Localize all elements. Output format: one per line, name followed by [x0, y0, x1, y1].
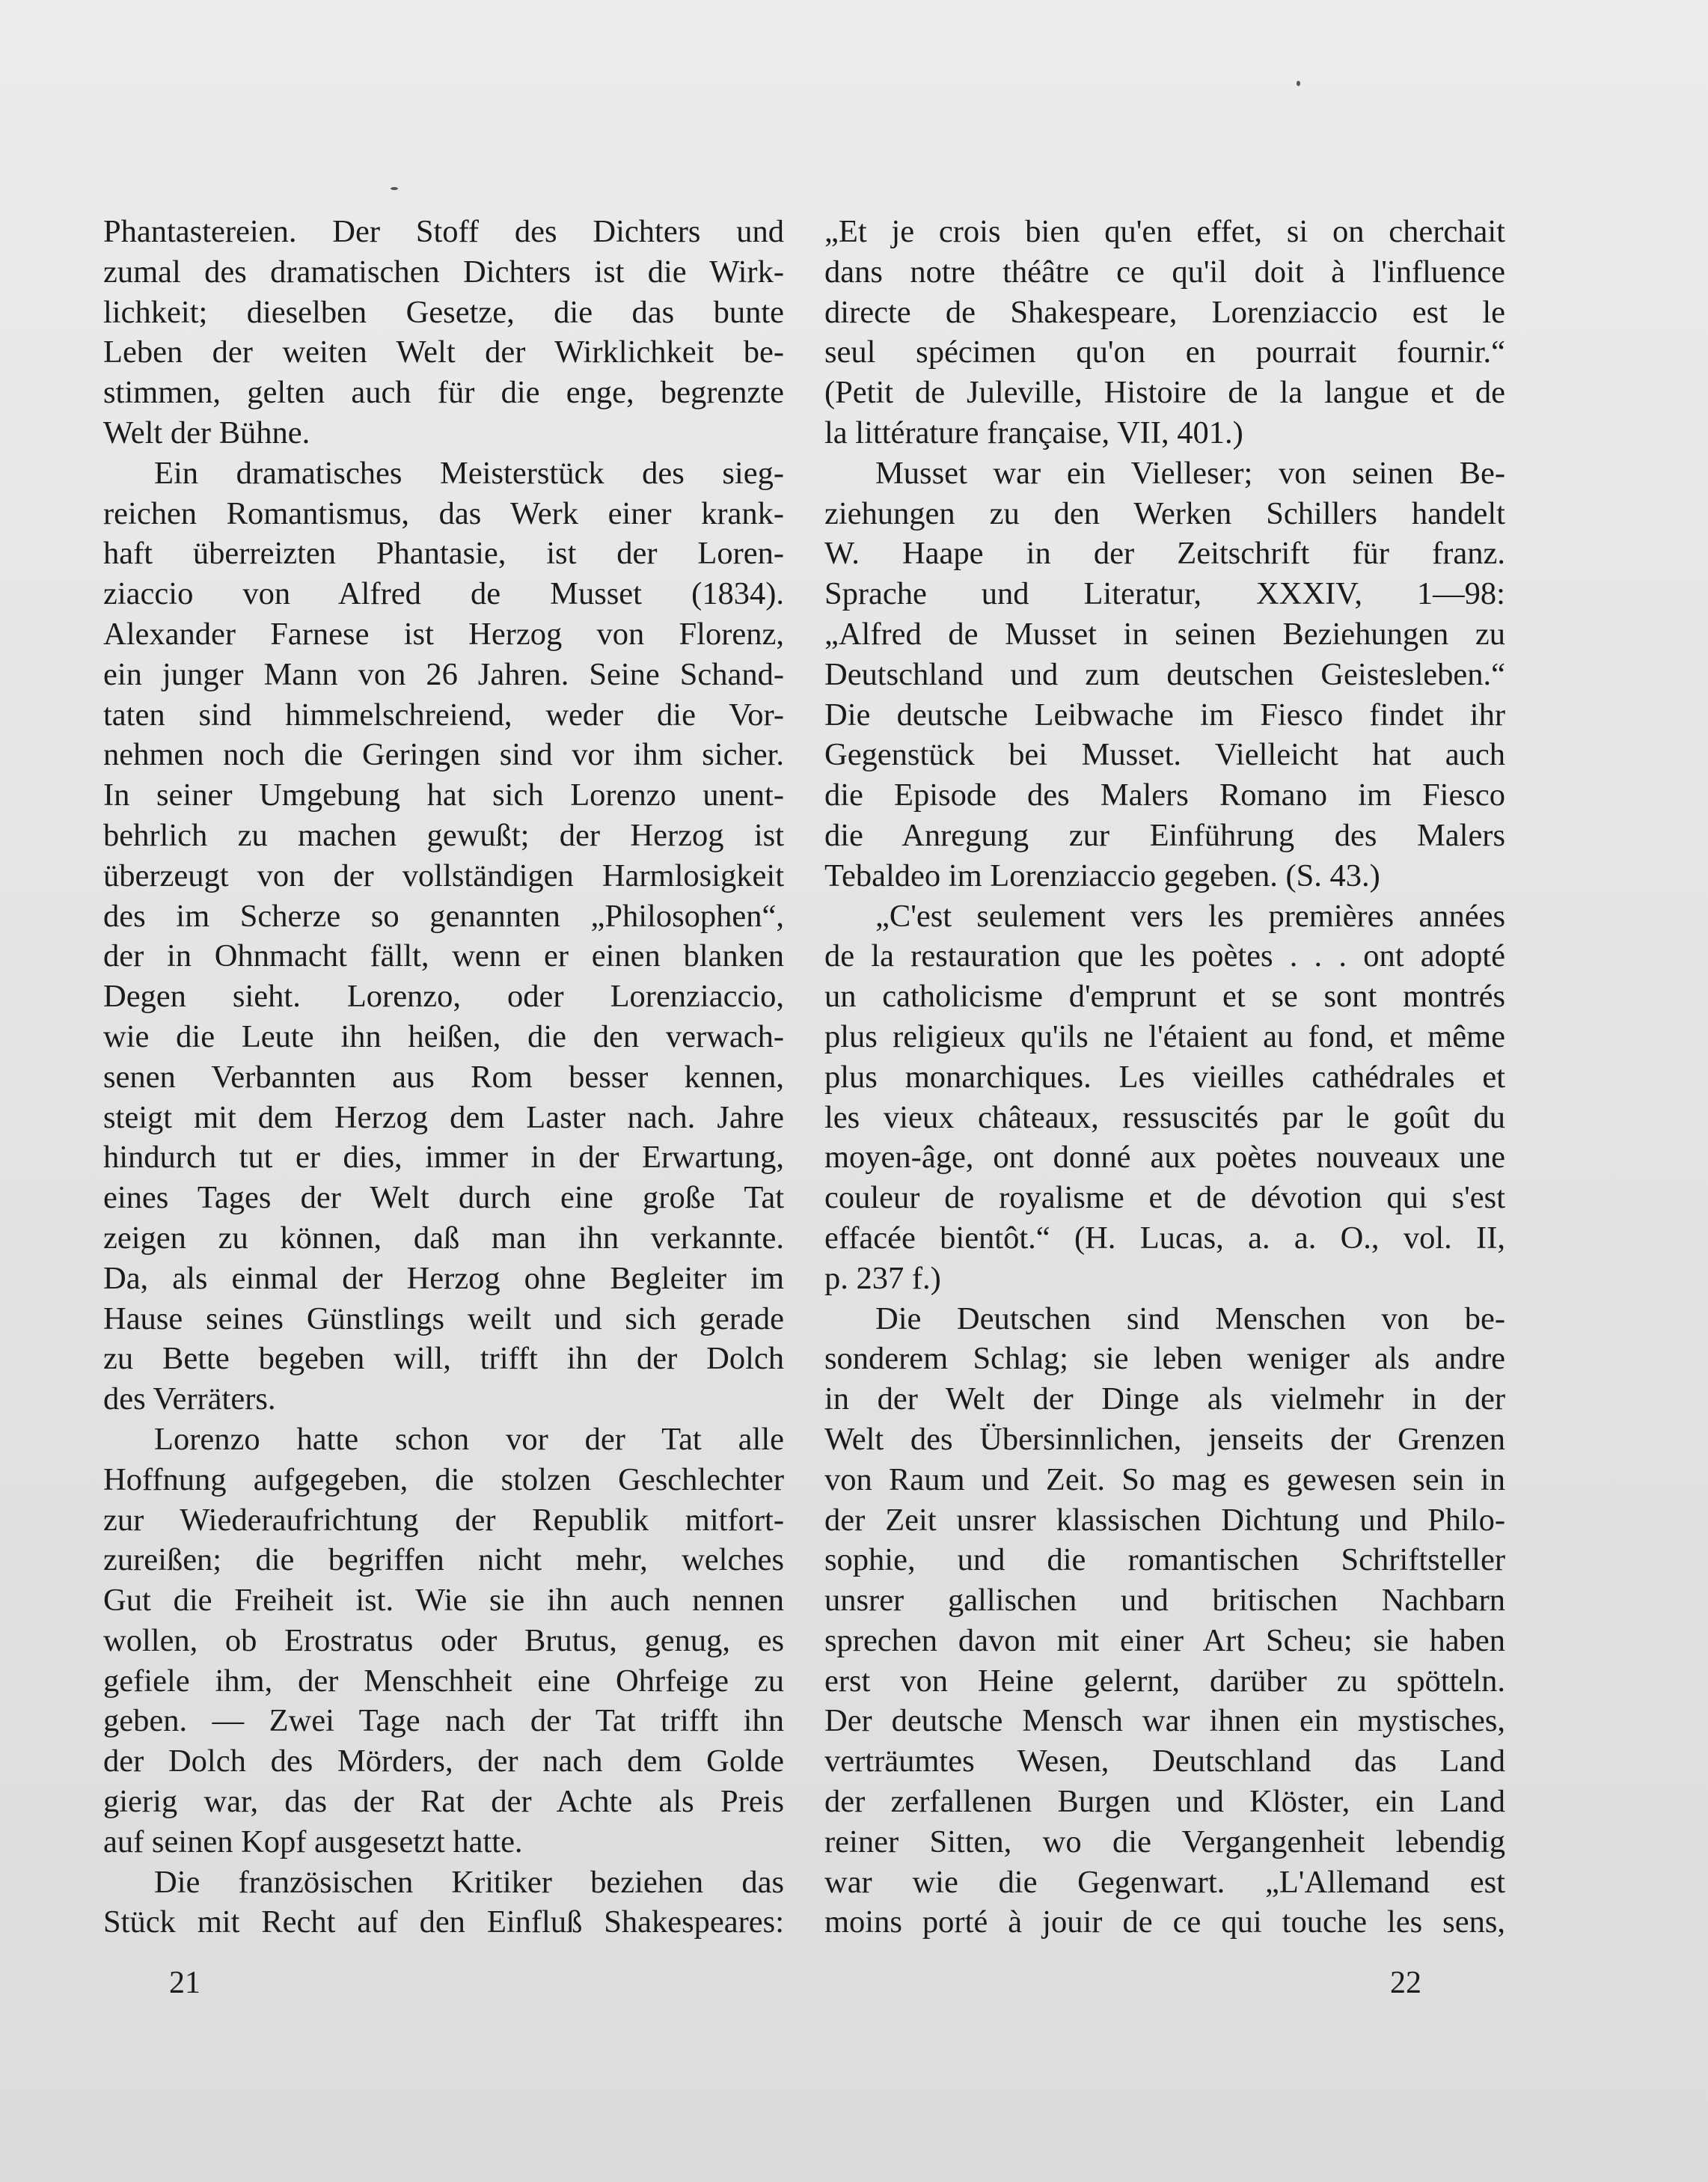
text-line: überzeugt von der vollständigen Harmlosigkeit — [103, 858, 784, 893]
text-line: Musset war ein Vielleser; von seinen Be- — [875, 455, 1505, 491]
text-line: de la restauration que les poètes . . . ont adopté — [824, 938, 1505, 974]
text-line: Degen sieht. Lorenzo, oder Lorenziaccio, — [103, 979, 784, 1015]
text-line: Welt des Übersinnlichen, jenseits der Grenzen — [824, 1421, 1505, 1457]
text-line: sprechen davon mit einer Art Scheu; sie haben — [824, 1622, 1505, 1658]
text-line: behrlich zu machen gewußt; der Herzog ist — [103, 817, 784, 853]
text-line: des im Scherze so genannten „Philosophen“, — [103, 898, 784, 934]
text-line: ein junger Mann von 26 Jahren. Seine Schand- — [103, 656, 784, 692]
text-line: couleur de royalisme et de dévotion qui s'est — [824, 1180, 1505, 1216]
text-line: Lorenzo hatte schon vor der Tat alle — [154, 1421, 784, 1457]
text-line: auf seinen Kopf ausgesetzt hatte. — [103, 1824, 523, 1859]
text-line: lichkeit; dieselben Gesetze, die das bunte — [103, 294, 784, 330]
text-line: „Alfred de Musset in seinen Beziehungen zu — [824, 616, 1505, 652]
text-line: Hoffnung aufgegeben, die stolzen Geschlechter — [103, 1461, 784, 1497]
right-page-number: 22 — [1390, 1966, 1421, 2000]
text-line: gierig war, das der Rat der Achte als Preis — [103, 1784, 784, 1820]
text-line: von Raum und Zeit. So mag es gewesen sein in — [824, 1461, 1505, 1497]
text-line: Welt der Bühne. — [103, 415, 310, 450]
text-line: zeigen zu können, daß man ihn verkannte. — [103, 1220, 784, 1256]
text-line: die Episode des Malers Romano im Fiesco — [824, 777, 1505, 813]
text-line: Die französischen Kritiker beziehen das — [154, 1864, 784, 1900]
text-line: moins porté à jouir de ce qui touche les sens, — [824, 1904, 1505, 1940]
text-line: effacée bientôt.“ (H. Lucas, a. a. O., vol. II, — [824, 1220, 1505, 1256]
text-line: Hause seines Günstlings weilt und sich gerade — [103, 1301, 784, 1336]
text-line: zur Wiederaufrichtung der Republik mitfort- — [103, 1502, 784, 1538]
text-line: moyen-âge, ont donné aux poètes nouveaux une — [824, 1140, 1505, 1176]
text-line: stimmen, gelten auch für die enge, begrenzte — [103, 375, 784, 411]
text-line: sonderem Schlag; sie leben weniger als andre — [824, 1341, 1505, 1377]
text-line: Phantastereien. Der Stoff des Dichters und — [103, 214, 784, 249]
text-line: zureißen; die begriffen nicht mehr, welches — [103, 1542, 784, 1578]
text-line: (Petit de Juleville, Histoire de la langue et de — [824, 375, 1505, 411]
text-line: der zerfallenen Burgen und Klöster, ein Land — [824, 1784, 1505, 1820]
text-line: Deutschland und zum deutschen Geistesleben.“ — [824, 656, 1505, 692]
text-line: reichen Romantismus, das Werk einer krank- — [103, 495, 784, 531]
text-line: taten sind himmelschreiend, weder die Vor- — [103, 697, 784, 733]
text-line: ziaccio von Alfred de Musset (1834). — [103, 576, 784, 612]
text-line: erst von Heine gelernt, darüber zu spötteln. — [824, 1663, 1505, 1699]
text-line: der in Ohnmacht fällt, wenn er einen blanken — [103, 938, 784, 974]
paper-speck — [391, 187, 398, 190]
text-line: geben. — Zwei Tage nach der Tat trifft ihn — [103, 1703, 784, 1739]
text-line: reiner Sitten, wo die Vergangenheit lebendig — [824, 1824, 1505, 1859]
text-line: nehmen noch die Geringen sind vor ihm sicher. — [103, 737, 784, 773]
text-line: gefiele ihm, der Menschheit eine Ohrfeige zu — [103, 1663, 784, 1699]
text-line: W. Haape in der Zeitschrift für franz. — [824, 536, 1505, 572]
text-line: wollen, ob Erostratus oder Brutus, genug, es — [103, 1622, 784, 1658]
text-line: Stück mit Recht auf den Einfluß Shakespeares: — [103, 1904, 784, 1940]
text-line: ziehungen zu den Werken Schillers handelt — [824, 495, 1505, 531]
text-line: in der Welt der Dinge als vielmehr in der — [824, 1381, 1505, 1417]
text-line: haft überreizten Phantasie, ist der Loren- — [103, 536, 784, 572]
text-line: war wie die Gegenwart. „L'Allemand est — [824, 1864, 1505, 1900]
text-line: Die deutsche Leibwache im Fiesco findet ihr — [824, 697, 1505, 733]
text-line: les vieux châteaux, ressuscités par le goût du — [824, 1099, 1505, 1135]
right-page-text — [824, 212, 1505, 1943]
text-line: Sprache und Literatur, XXXIV, 1—98: — [824, 576, 1505, 612]
text-line: des Verräters. — [103, 1381, 276, 1417]
text-line: Tebaldeo im Lorenziaccio gegeben. (S. 43.) — [824, 858, 1380, 893]
text-line: In seiner Umgebung hat sich Lorenzo unent- — [103, 777, 784, 813]
paper-speck — [1297, 81, 1300, 86]
text-line: seul spécimen qu'on en pourrait fournir.“ — [824, 334, 1505, 370]
text-line: p. 237 f.) — [824, 1260, 941, 1296]
text-line: der Dolch des Mörders, der nach dem Golde — [103, 1744, 784, 1779]
text-line: Gegenstück bei Musset. Vielleicht hat auch — [824, 737, 1505, 773]
text-line: Leben der weiten Welt der Wirklichkeit be- — [103, 334, 784, 370]
text-line: plus religieux qu'ils ne l'étaient au fond, et même — [824, 1018, 1505, 1054]
text-line: la littérature française, VII, 401.) — [824, 415, 1243, 450]
text-line: Ein dramatisches Meisterstück des sieg- — [154, 455, 784, 491]
text-line: un catholicisme d'emprunt et se sont montrés — [824, 979, 1505, 1015]
text-line: directe de Shakespeare, Lorenziaccio est le — [824, 294, 1505, 330]
text-line: plus monarchiques. Les vieilles cathédrales et — [824, 1059, 1505, 1095]
text-line: verträumtes Wesen, Deutschland das Land — [824, 1744, 1505, 1779]
text-line: der Zeit unsrer klassischen Dichtung und Philo- — [824, 1502, 1505, 1538]
text-line: senen Verbannten aus Rom besser kennen, — [103, 1059, 784, 1095]
text-line: „Et je crois bien qu'en effet, si on cherchait — [824, 214, 1505, 249]
text-line: die Anregung zur Einführung des Malers — [824, 817, 1505, 853]
left-page-text — [103, 212, 784, 1943]
text-line: Die Deutschen sind Menschen von be- — [875, 1301, 1505, 1336]
text-line: steigt mit dem Herzog dem Laster nach. Jahre — [103, 1099, 784, 1135]
text-line: dans notre théâtre ce qu'il doit à l'influence — [824, 254, 1505, 290]
text-line: Der deutsche Mensch war ihnen ein mystisches, — [824, 1703, 1505, 1739]
text-line: „C'est seulement vers les premières années — [875, 898, 1505, 934]
text-line: sophie, und die romantischen Schriftsteller — [824, 1542, 1505, 1578]
text-line: unsrer gallischen und britischen Nachbarn — [824, 1583, 1505, 1619]
left-page-number: 21 — [169, 1966, 201, 2000]
text-line: hindurch tut er dies, immer in der Erwartung, — [103, 1140, 784, 1176]
text-line: Gut die Freiheit ist. Wie sie ihn auch nennen — [103, 1583, 784, 1619]
text-line: Da, als einmal der Herzog ohne Begleiter im — [103, 1260, 784, 1296]
text-line: eines Tages der Welt durch eine große Tat — [103, 1180, 784, 1216]
text-line: Alexander Farnese ist Herzog von Florenz, — [103, 616, 784, 652]
text-line: zumal des dramatischen Dichters ist die Wirk- — [103, 254, 784, 290]
text-line: wie die Leute ihn heißen, die den verwach- — [103, 1018, 784, 1054]
text-line: zu Bette begeben will, trifft ihn der Dolch — [103, 1341, 784, 1377]
